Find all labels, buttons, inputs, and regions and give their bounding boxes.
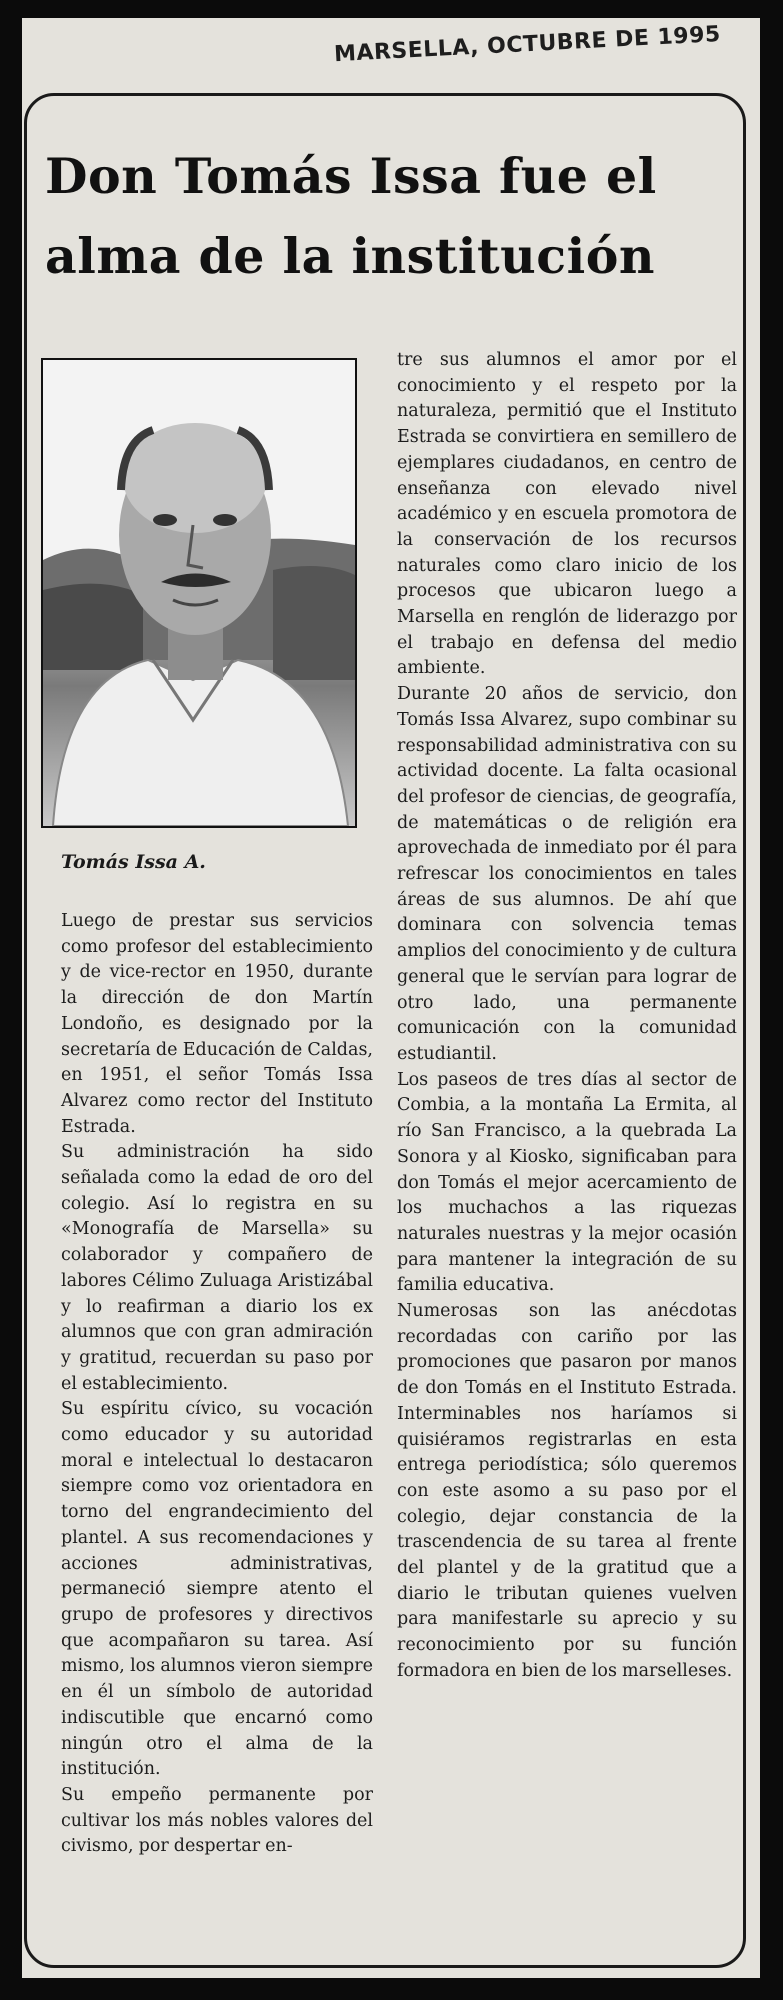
dateline: MARSELLA, OCTUBRE DE 1995	[333, 22, 722, 68]
article-frame	[24, 93, 746, 1968]
portrait-illustration	[43, 360, 355, 826]
paragraph: tre sus alumnos el amor por el conocimiento y el respeto por la naturaleza, permitió que el Instituto Estrada se convirtiera en semillero de ejemplares ciudadanos, en centro de enseñanza con elevado nivel académico y en escuela promotora de la conservación de los recursos naturales como claro inicio de los procesos que ubicaron luego a Marsella en renglón de liderazgo por el trabajo en defensa del medio ambiente.	[397, 350, 737, 679]
paragraph: Su administración ha sido señalada como la edad de oro del colegio. Así lo registra en su «Monografía de Marsella» su colaborador y compañero de labores Célimo Zuluaga Aristizábal y lo reafirman a diario los ex alumnos que con gran admiración y gratitud, recuerdan su paso por el establecimiento.	[61, 1142, 373, 1394]
paragraph: Durante 20 años de servicio, don Tomás Issa Alvarez, supo combinar su responsabilidad administrativa con su actividad docente. La falta ocasional del profesor de ciencias, de geografía, de matemáticas o de religión era aprovechada de inmediato por él para refrescar los conocimientos en tales áreas de sus alumnos. De ahí que dominara con solvencia temas amplios del conocimiento y de cultura general que le servían para lograr de otro lado, una permanente comunicación con la comunidad estudiantil.	[397, 684, 737, 1064]
paragraph: Su espíritu cívico, su vocación como educador y su autoridad moral e intelectual lo destacaron siempre como voz orientadora en torno del engrandecimiento del plantel. A sus recomendaciones y acciones administrativas, permaneció siempre atento el grupo de profesores y directivos que acompañaron su tarea. Así mismo, los alumnos vieron siempre en él un símbolo de autoridad indiscutible que encarnó como ningún otro el alma de la institución.	[61, 1399, 373, 1780]
paragraph: Los paseos de tres días al sector de Combia, a la montaña La Ermita, al río San Francisco, a la quebrada La Sonora y al Kiosko, significaban para don Tomás el mejor acercamiento de los muchachos a las riquezas naturales nuestras y la mejor ocasión para mantener la integración de su familia educativa.	[397, 1069, 737, 1296]
paragraph: Numerosas son las anécdotas recordadas con cariño por las promociones que pasaron por manos de don Tomás en el Instituto Estrada. Interminables nos haríamos si quisiéramos registrarlas en esta entrega periodística; sólo queremos con este asomo a su paso por el colegio, dejar constancia de la trascendencia de su tarea al frente del plantel y de la gratitud que a diario le tributan quienes vuelven para manifestarle su aprecio y su reconocimiento por su función formadora en bien de los marselleses.	[397, 1301, 737, 1681]
paragraph: Luego de prestar sus servicios como profesor del establecimiento y de vice-rector en 1950, durante la dirección de don Martín Londoño, es designado por la secretaría de Educación de Caldas, en 1951, el señor Tomás Issa Alvarez como rector del Instituto Estrada.	[61, 911, 373, 1137]
paragraph: Su empeño permanente por cultivar los más nobles valores del civismo, por despertar en-	[61, 1784, 373, 1857]
article-column-left	[61, 909, 373, 1860]
headline: Don Tomás Issa fue el alma de la institución	[45, 147, 657, 285]
article-column-right	[397, 348, 737, 1685]
newspaper-clipping	[22, 18, 760, 1978]
photo-caption: Tomás Issa A.	[61, 851, 206, 873]
portrait-photo	[41, 358, 357, 828]
